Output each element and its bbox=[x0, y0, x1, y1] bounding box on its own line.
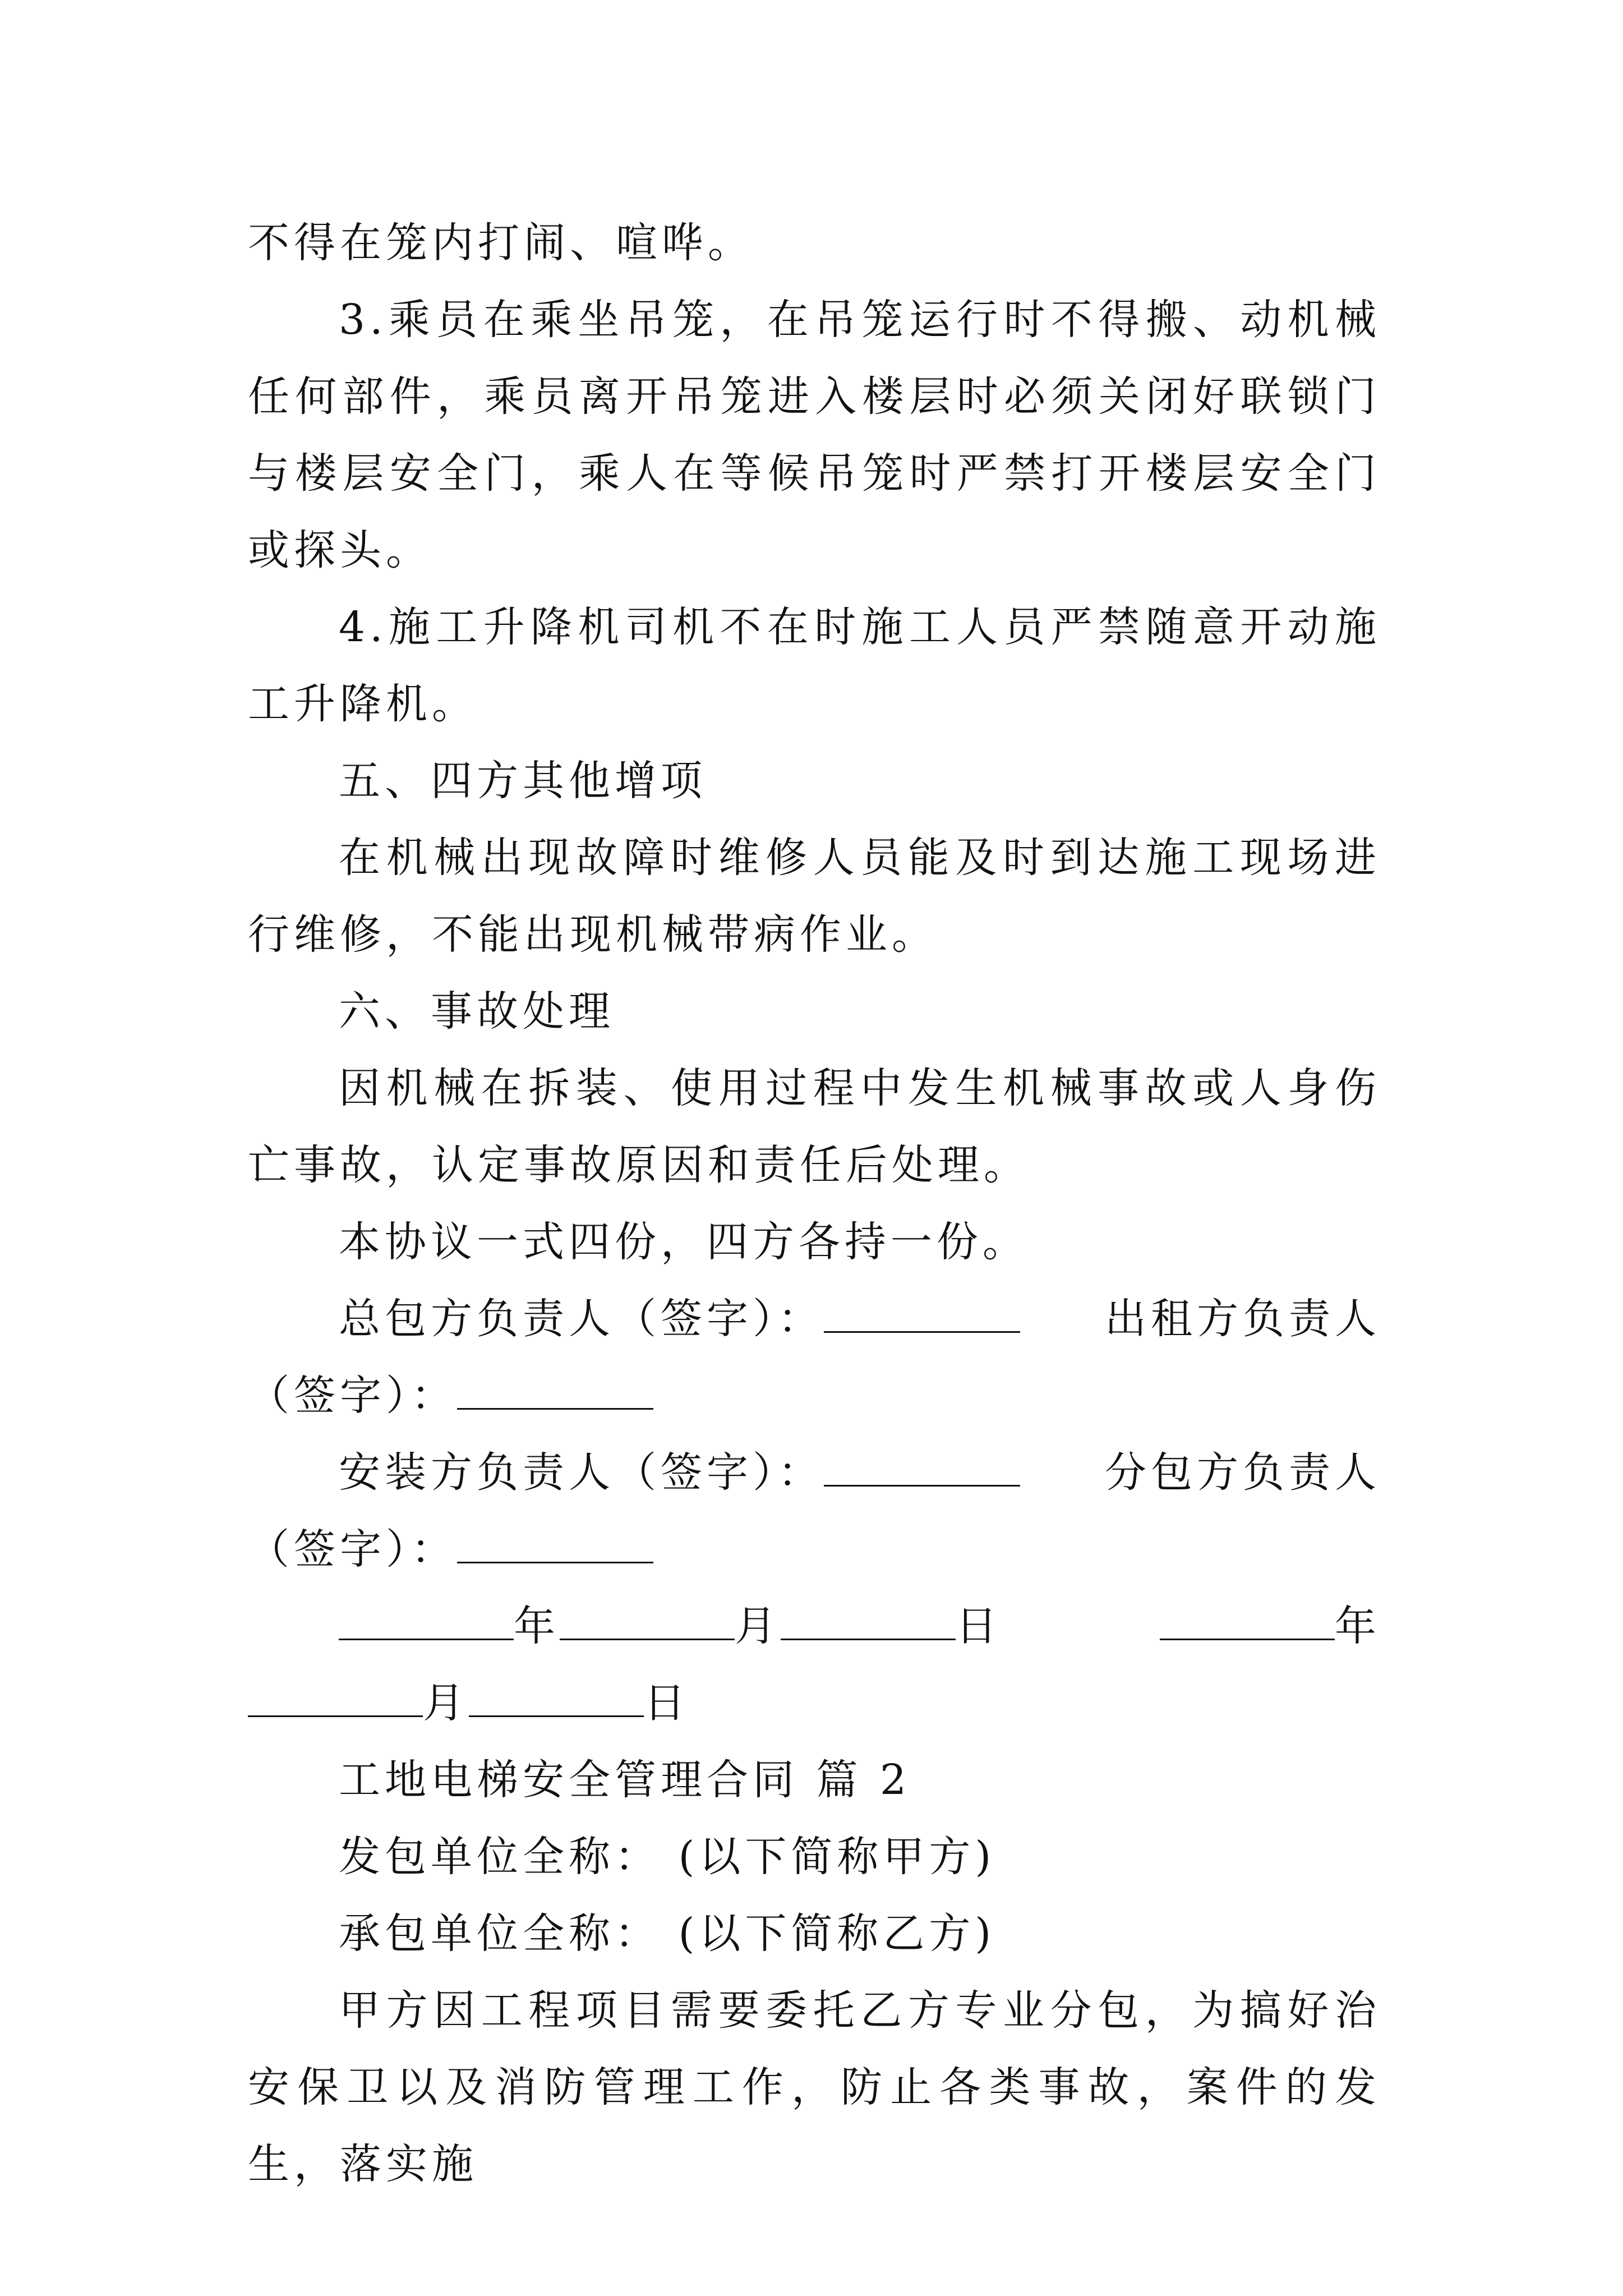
signature-row-installer-sub bbox=[248, 1434, 1381, 1511]
date-month-line[interactable] bbox=[560, 1605, 735, 1640]
date-month-label-2: 月 bbox=[423, 1679, 469, 1727]
date-day-line[interactable] bbox=[781, 1605, 956, 1640]
subcontractor-signature-line[interactable] bbox=[457, 1528, 653, 1563]
employer-name-line: 发包单位全称： (以下简称甲方) bbox=[339, 1833, 996, 1881]
date-year-label: 年 bbox=[514, 1602, 560, 1650]
subcontractor-sign-label: （签字）： bbox=[248, 1525, 457, 1573]
lessor-label: 出租方负责人 bbox=[1105, 1295, 1381, 1343]
installer-signature-line[interactable] bbox=[824, 1451, 1020, 1487]
general-contractor-signature-line[interactable] bbox=[824, 1297, 1020, 1333]
date-row-2 bbox=[248, 1665, 1381, 1742]
paragraph-cage-conduct: 不得在笼内打闹、喧哗。 bbox=[248, 219, 754, 267]
paragraph-rule-3: 3.乘员在乘坐吊笼，在吊笼运行时不得搬、动机械任何部件，乘员离开吊笼进入楼层时必须关闭好联锁门与楼层安全门，乘人在等候吊笼时严禁打开楼层安全门或探头。 bbox=[248, 296, 1381, 574]
date-day-label: 日 bbox=[956, 1602, 1002, 1650]
lessor-signature-line[interactable] bbox=[457, 1374, 653, 1410]
signature-row-lessor-cont bbox=[248, 1358, 1381, 1434]
subcontractor-label: 分包方负责人 bbox=[1105, 1448, 1381, 1497]
paragraph-intro: 甲方因工程项目需要委托乙方专业分包，为搞好治安保卫以及消防管理工作，防止各类事故，案件的发生，落实施 bbox=[248, 1986, 1381, 2188]
signature-row-general-lessor bbox=[248, 1281, 1381, 1358]
date-day-label-2: 日 bbox=[644, 1679, 690, 1727]
paragraph-maintenance: 在机械出现故障时维修人员能及时到达施工现场进行维修，不能出现机械带病作业。 bbox=[248, 834, 1381, 959]
date-year-label-2: 年 bbox=[1335, 1602, 1381, 1650]
date-month-label: 月 bbox=[735, 1602, 781, 1650]
paragraph-rule-4: 4.施工升降机司机不在时施工人员严禁随意开动施工升降机。 bbox=[248, 603, 1381, 728]
date-year-line[interactable] bbox=[339, 1605, 514, 1640]
paragraph-accident: 因机械在拆装、使用过程中发生机械事故或人身伤亡事故，认定事故原因和责任后处理。 bbox=[248, 1064, 1381, 1189]
general-contractor-label: 总包方负责人（签字）： bbox=[339, 1295, 824, 1343]
installer-label: 安装方负责人（签字）： bbox=[339, 1448, 824, 1497]
date-day-line-2[interactable] bbox=[469, 1682, 644, 1717]
date-month-line-2[interactable] bbox=[248, 1682, 423, 1717]
section-heading-5: 五、四方其他增项 bbox=[339, 757, 707, 805]
date-year-line-2[interactable] bbox=[1160, 1605, 1335, 1640]
contractor-name-line: 承包单位全称： (以下简称乙方) bbox=[339, 1910, 996, 1958]
paragraph-copies: 本协议一式四份，四方各持一份。 bbox=[339, 1218, 1029, 1266]
section-heading-6: 六、事故处理 bbox=[339, 987, 615, 1036]
document-body bbox=[248, 205, 1381, 2203]
section-2-title: 工地电梯安全管理合同 篇 2 bbox=[339, 1756, 911, 1804]
signature-row-sub-cont bbox=[248, 1511, 1381, 1588]
date-row-1 bbox=[248, 1588, 1381, 1665]
lessor-sign-label: （签字）： bbox=[248, 1372, 457, 1420]
